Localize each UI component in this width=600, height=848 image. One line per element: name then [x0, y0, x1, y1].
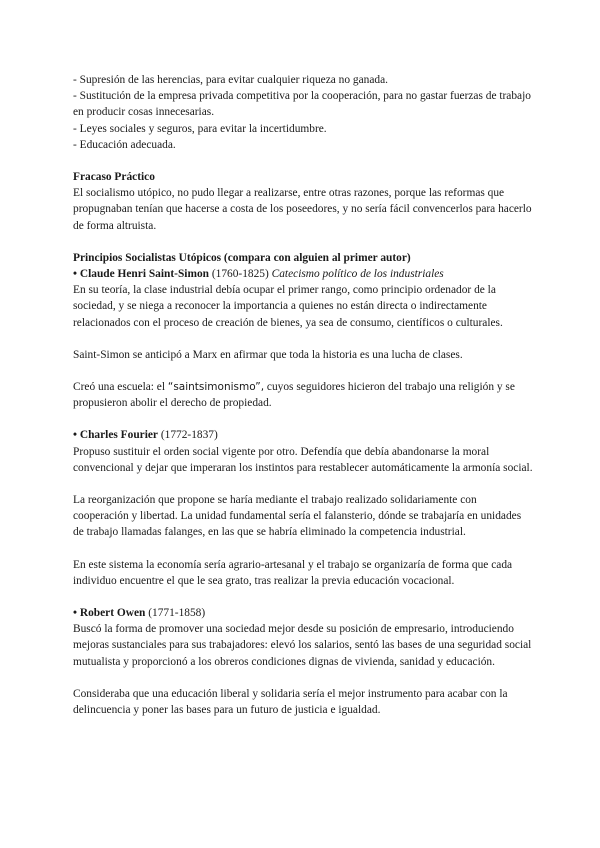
- list-item: - Educación adecuada.: [73, 138, 176, 151]
- author-line-saint-simon: [73, 266, 533, 282]
- author-name: Robert Owen: [79, 607, 146, 620]
- document-content: [73, 72, 533, 718]
- bullet: •: [73, 429, 77, 442]
- paragraph: [73, 379, 533, 411]
- author-name: Claude Henri Saint-Simon: [79, 268, 209, 281]
- quoted-term: “saintsimonismo”,: [167, 381, 265, 394]
- paragraph: Saint-Simon se anticipó a Marx en afirmar que toda la historia es una lucha de clases.: [73, 348, 463, 361]
- text-fragment: cuyos seguidores hicieron del trabajo una religión y se propusieron abolir el derecho de propiedad.: [73, 381, 515, 410]
- paragraph: La reorganización que propone se haría mediante el trabajo realizado solidariamente con cooperación y libertad. La unidad fundamental sería el falansterio, dónde se trabajaría en unidades de trabajo llamadas falanges, en las que se habría eliminado la competencia industrial.: [73, 494, 522, 539]
- section-heading-principios: Principios Socialistas Utópicos (compara con alguien al primer autor): [73, 251, 411, 264]
- paragraph: Consideraba que una educación liberal y solidaria sería el mejor instrumento para acabar con la delincuencia y poner las bases para un futuro de justicia e igualdad.: [73, 687, 508, 717]
- author-years: (1772-1837): [158, 429, 218, 442]
- text-fragment: Creó una escuela: el: [73, 381, 168, 394]
- list-item: - Supresión de las herencias, para evitar cualquier riqueza no ganada.: [73, 74, 388, 86]
- fracaso-paragraph: El socialismo utópico, no pudo llegar a realizarse, entre otras razones, porque las reformas que propugnaban tenían que hacerse a costa de los poseedores, y no sería fácil convencerlos para hacerlo de forma altruista.: [73, 187, 532, 232]
- author-line-owen: [73, 605, 533, 621]
- list-item: - Sustitución de la empresa privada competitiva por la cooperación, para no gastar fuerzas de trabajo en producir cosas innecesarias.: [73, 90, 531, 119]
- paragraph: Propuso sustituir el orden social vigente por otro. Defendía que debía abandonarse la moral convencional y dejar que imperaran los instintos para restablecer automáticamente la armonía social.: [73, 445, 533, 474]
- author-years: (1760-1825): [208, 268, 272, 281]
- bullet: •: [73, 607, 77, 620]
- section-heading-fracaso: Fracaso Práctico: [73, 171, 155, 184]
- bullet: •: [73, 268, 77, 281]
- paragraph: Buscó la forma de promover una sociedad mejor desde su posición de empresario, introduciendo mejoras sustanciales para sus trabajadores: elevó los salarios, sentó las bases de una seguridad social mutualista y proporcionó a los obreros condiciones dignas de vivienda, sanidad y educación.: [73, 623, 532, 668]
- work-title: Catecismo político de los industriales: [271, 268, 444, 281]
- author-years: (1771-1858): [145, 607, 206, 620]
- paragraph: En su teoría, la clase industrial debía ocupar el primer rango, como principio ordenador de la sociedad, y se niega a reconocer la importancia a quienes no están directa o indirectamente relacionados con el proceso de creación de bienes, ya sea de consumo, científicos o culturales.: [73, 284, 503, 329]
- paragraph: En este sistema la economía sería agrario-artesanal y el trabajo se organizaría de forma que cada individuo encuentre el que le sea grato, tras realizar la previa educación vocacional.: [73, 558, 513, 587]
- author-line-fourier: [73, 427, 533, 443]
- list-item: - Leyes sociales y seguros, para evitar la incertidumbre.: [73, 122, 327, 135]
- author-name: Charles Fourier: [79, 429, 158, 442]
- intro-list: [73, 72, 533, 153]
